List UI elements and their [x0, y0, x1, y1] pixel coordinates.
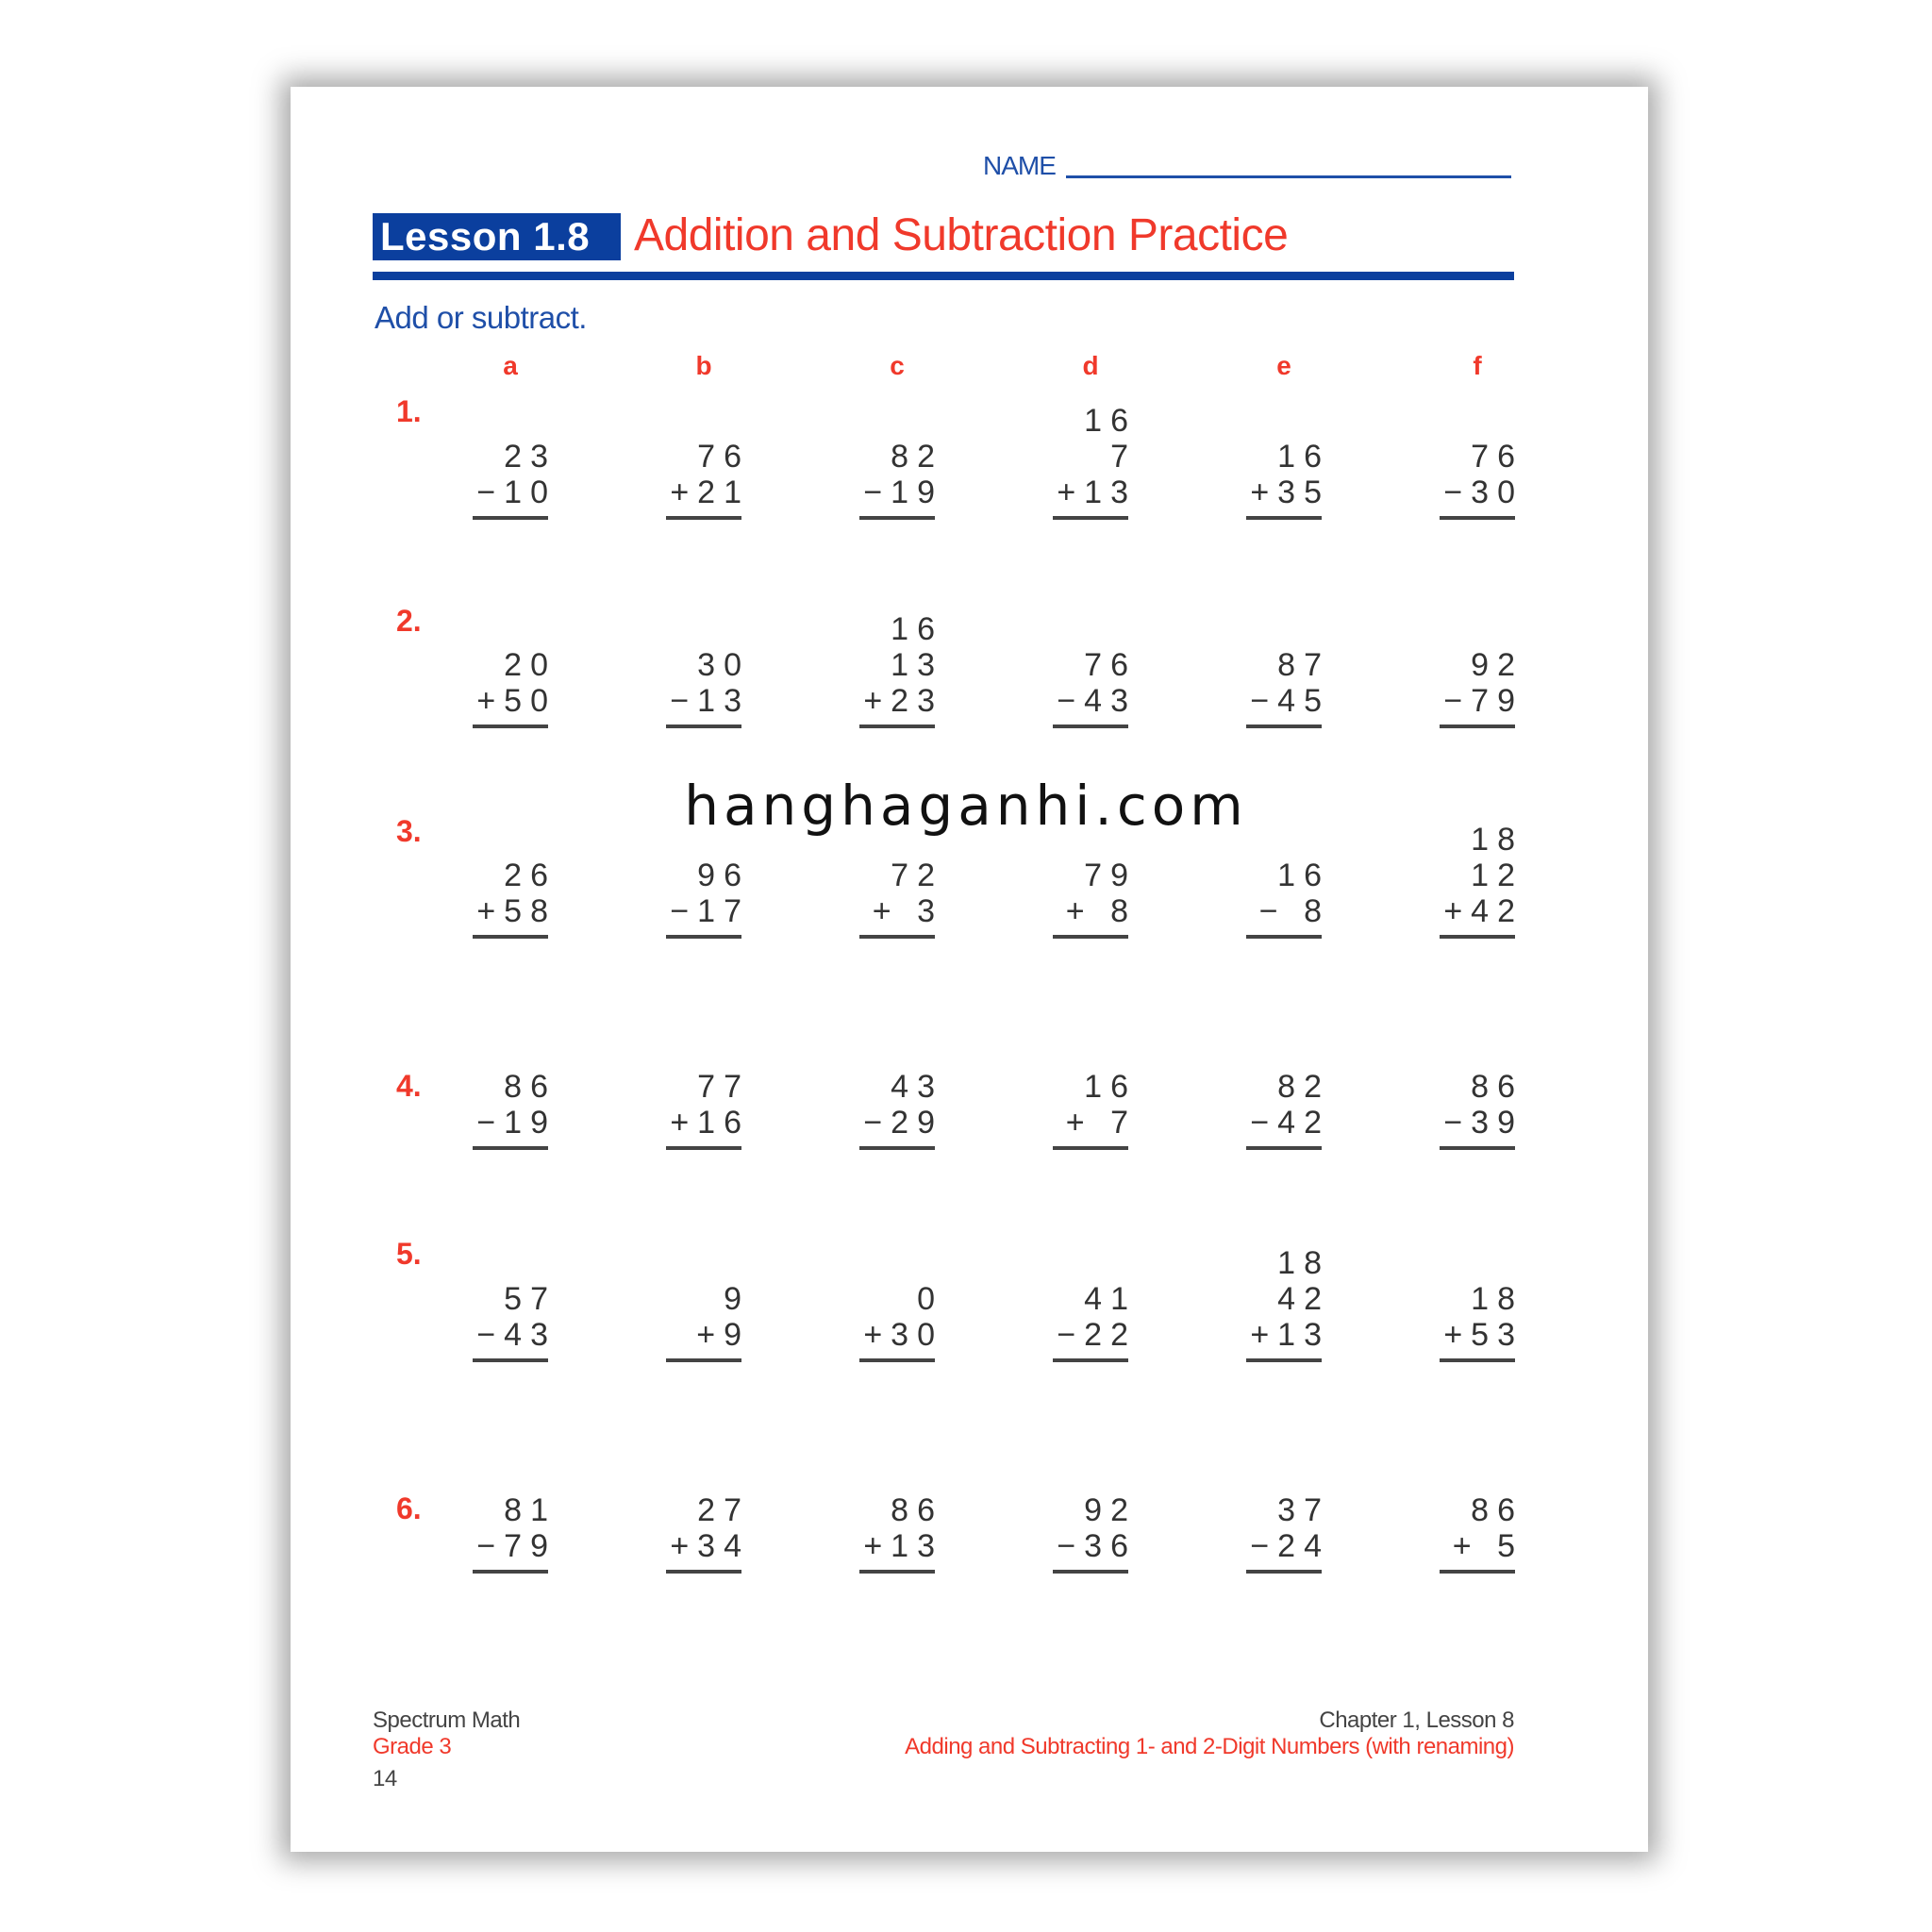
problem-d [1026, 403, 1137, 520]
addend: 77 [697, 1069, 750, 1105]
addend: 12 [1471, 858, 1524, 893]
answer-line [473, 516, 548, 520]
problem-e [1220, 858, 1330, 939]
operator-line: −22 [1057, 1317, 1137, 1353]
answer-line [1246, 516, 1322, 520]
answer-line [666, 1358, 741, 1362]
operator-line: −42 [1250, 1105, 1330, 1141]
addend: 9 [724, 1281, 750, 1317]
operator-line: +13 [1250, 1317, 1330, 1353]
problem-f [1413, 1492, 1524, 1574]
problem-f [1413, 439, 1524, 520]
addend: 13 [891, 647, 943, 683]
row-label: 2. [396, 604, 422, 638]
problem-a [446, 1492, 557, 1574]
answer-line [859, 935, 935, 939]
row-label: 3. [396, 814, 422, 848]
row-label: 6. [396, 1491, 422, 1525]
row-label: 4. [396, 1069, 422, 1103]
footer-publisher: Spectrum Math [373, 1707, 521, 1733]
addend: 16 [1084, 403, 1137, 439]
footer-topic: Adding and Subtracting 1- and 2-Digit Numbers (with renaming) [905, 1734, 1514, 1759]
problem-d [1026, 1069, 1137, 1150]
footer-chapter: Chapter 1, Lesson 8 [1319, 1707, 1514, 1733]
problem-b [640, 1492, 750, 1574]
answer-line [1440, 1570, 1515, 1574]
operator-line: −19 [863, 475, 943, 510]
problem-d [1026, 1281, 1137, 1362]
addend: 79 [1084, 858, 1137, 893]
operator-line: − 8 [1258, 893, 1330, 929]
addend: 18 [1277, 1245, 1330, 1281]
addend: 92 [1084, 1492, 1137, 1528]
addend: 42 [1277, 1281, 1330, 1317]
problem-b [640, 647, 750, 728]
lesson-badge: Lesson 1.8 [373, 213, 621, 260]
answer-line [1053, 724, 1128, 728]
addend: 82 [891, 439, 943, 475]
addend: 16 [1277, 858, 1330, 893]
operator-line: +13 [1057, 475, 1137, 510]
operator-line: +53 [1443, 1317, 1524, 1353]
problem-e [1220, 1245, 1330, 1362]
addend: 82 [1277, 1069, 1330, 1105]
answer-line [1246, 1146, 1322, 1150]
answer-line [859, 1146, 935, 1150]
problem-c [833, 1492, 943, 1574]
page-title: Addition and Subtraction Practice [634, 210, 1289, 260]
addend: 30 [697, 647, 750, 683]
addend: 37 [1277, 1492, 1330, 1528]
answer-line [1053, 1146, 1128, 1150]
problem-c [833, 858, 943, 939]
problem-a [446, 647, 557, 728]
column-letter-b: b [695, 351, 712, 380]
answer-line [1246, 1570, 1322, 1574]
problem-b [640, 439, 750, 520]
problem-c [833, 1069, 943, 1150]
problem-b [640, 1069, 750, 1150]
addend: 81 [504, 1492, 557, 1528]
answer-line [473, 1570, 548, 1574]
addend: 76 [1084, 647, 1137, 683]
answer-line [1053, 1570, 1128, 1574]
title-rule [373, 272, 1514, 280]
addend: 92 [1471, 647, 1524, 683]
operator-line: +9 [696, 1317, 750, 1353]
column-letter-e: e [1276, 351, 1291, 380]
operator-line: +23 [863, 683, 943, 719]
problem-f [1413, 1069, 1524, 1150]
operator-line: −45 [1250, 683, 1330, 719]
answer-line [1440, 724, 1515, 728]
footer-page-number: 14 [373, 1766, 397, 1791]
operator-line: −79 [1443, 683, 1524, 719]
answer-line [666, 935, 741, 939]
operator-line: +58 [476, 893, 557, 929]
name-field-line [1066, 175, 1511, 178]
instruction: Add or subtract. [375, 300, 587, 335]
operator-line: −39 [1443, 1105, 1524, 1141]
operator-line: + 7 [1065, 1105, 1137, 1141]
addend: 57 [504, 1281, 557, 1317]
operator-line: −19 [476, 1105, 557, 1141]
row-label: 5. [396, 1237, 422, 1271]
addend: 43 [891, 1069, 943, 1105]
answer-line [859, 516, 935, 520]
problem-e [1220, 647, 1330, 728]
watermark: hanghaganhi.com [684, 774, 1248, 838]
addend: 76 [1471, 439, 1524, 475]
addend: 16 [1277, 439, 1330, 475]
answer-line [473, 935, 548, 939]
operator-line: −43 [1057, 683, 1137, 719]
operator-line: −36 [1057, 1528, 1137, 1564]
name-label: NAME [983, 151, 1056, 180]
answer-line [1440, 1358, 1515, 1362]
answer-line [1440, 935, 1515, 939]
addend: 86 [891, 1492, 943, 1528]
operator-line: +42 [1443, 893, 1524, 929]
addend: 72 [891, 858, 943, 893]
operator-line: + 3 [872, 893, 943, 929]
addend: 18 [1471, 822, 1524, 858]
column-letter-c: c [890, 351, 905, 380]
problem-a [446, 858, 557, 939]
answer-line [1440, 516, 1515, 520]
answer-line [1246, 935, 1322, 939]
answer-line [666, 516, 741, 520]
addend: 76 [697, 439, 750, 475]
problem-a [446, 1281, 557, 1362]
answer-line [1246, 724, 1322, 728]
addend: 16 [1084, 1069, 1137, 1105]
addend: 86 [1471, 1492, 1524, 1528]
operator-line: +50 [476, 683, 557, 719]
problem-d [1026, 1492, 1137, 1574]
answer-line [473, 724, 548, 728]
problem-f [1413, 1281, 1524, 1362]
problem-d [1026, 647, 1137, 728]
problem-e [1220, 439, 1330, 520]
answer-line [1053, 1358, 1128, 1362]
problem-a [446, 1069, 557, 1150]
problem-a [446, 439, 557, 520]
addend: 23 [504, 439, 557, 475]
operator-line: −10 [476, 475, 557, 510]
answer-line [473, 1358, 548, 1362]
row-label: 1. [396, 394, 422, 428]
answer-line [1053, 935, 1128, 939]
problem-c [833, 1281, 943, 1362]
footer-grade: Grade 3 [373, 1734, 452, 1759]
problem-b [640, 858, 750, 939]
addend: 87 [1277, 647, 1330, 683]
operator-line: + 5 [1452, 1528, 1524, 1564]
operator-line: + 8 [1065, 893, 1137, 929]
answer-line [666, 724, 741, 728]
operator-line: −30 [1443, 475, 1524, 510]
problem-e [1220, 1069, 1330, 1150]
addend: 86 [504, 1069, 557, 1105]
answer-line [1053, 516, 1128, 520]
problem-e [1220, 1492, 1330, 1574]
operator-line: −24 [1250, 1528, 1330, 1564]
addend: 18 [1471, 1281, 1524, 1317]
problem-d [1026, 858, 1137, 939]
column-letter-f: f [1473, 351, 1482, 380]
operator-line: −17 [670, 893, 750, 929]
problem-c [833, 611, 943, 728]
addend: 20 [504, 647, 557, 683]
addend: 27 [697, 1492, 750, 1528]
addend: 0 [917, 1281, 943, 1317]
answer-line [473, 1146, 548, 1150]
operator-line: +34 [670, 1528, 750, 1564]
problem-c [833, 439, 943, 520]
operator-line: −29 [863, 1105, 943, 1141]
answer-line [1246, 1358, 1322, 1362]
answer-line [1440, 1146, 1515, 1150]
operator-line: +16 [670, 1105, 750, 1141]
addend: 96 [697, 858, 750, 893]
operator-line: −79 [476, 1528, 557, 1564]
answer-line [666, 1570, 741, 1574]
problem-f [1413, 822, 1524, 939]
operator-line: +13 [863, 1528, 943, 1564]
answer-line [859, 724, 935, 728]
operator-line: +30 [863, 1317, 943, 1353]
column-letter-a: a [503, 351, 518, 380]
addend: 86 [1471, 1069, 1524, 1105]
addend: 26 [504, 858, 557, 893]
addend: 7 [1110, 439, 1137, 475]
operator-line: +35 [1250, 475, 1330, 510]
problem-b [640, 1281, 750, 1362]
column-letter-d: d [1082, 351, 1099, 380]
operator-line: −13 [670, 683, 750, 719]
operator-line: −43 [476, 1317, 557, 1353]
addend: 41 [1084, 1281, 1137, 1317]
operator-line: +21 [670, 475, 750, 510]
problem-f [1413, 647, 1524, 728]
answer-line [666, 1146, 741, 1150]
answer-line [859, 1570, 935, 1574]
answer-line [859, 1358, 935, 1362]
addend: 16 [891, 611, 943, 647]
